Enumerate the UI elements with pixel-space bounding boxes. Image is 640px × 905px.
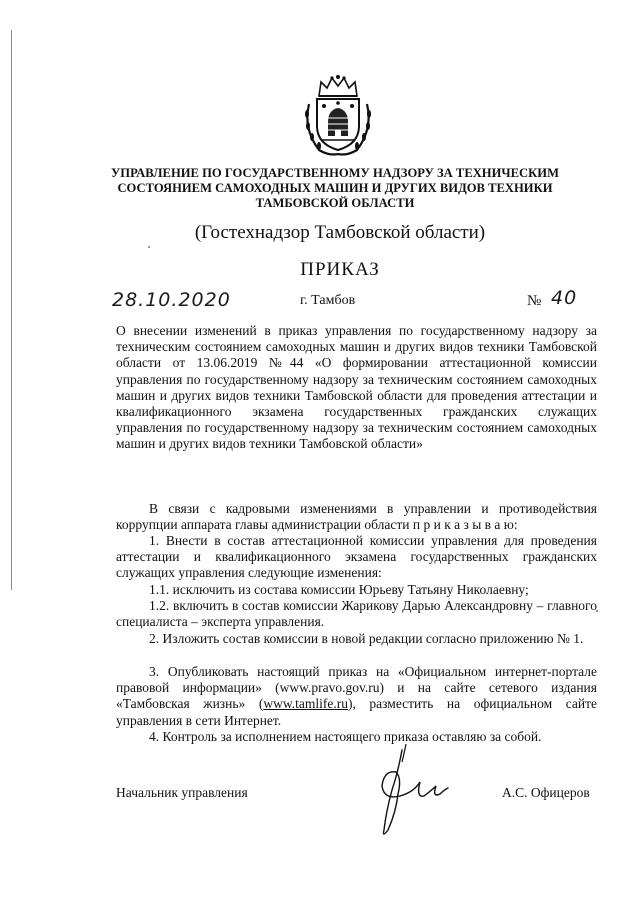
tambov-coat-of-arms-icon bbox=[299, 74, 377, 158]
organization-name-line: ТАМБОВСКОЙ ОБЛАСТИ bbox=[255, 196, 415, 210]
order-number: 40 bbox=[551, 287, 578, 309]
organization-name-line: СОСТОЯНИЕМ САМОХОДНЫХ МАШИН И ДРУГИХ ВИДОВ ТЕХНИКИ bbox=[117, 181, 553, 195]
signatory-position: Начальник управления bbox=[116, 785, 248, 800]
paragraph-2: 2. Изложить состав комиссии в новой редакции согласно приложению № 1. bbox=[149, 631, 584, 646]
organization-name bbox=[100, 166, 570, 211]
intro-text: В связи с кадровыми изменениями в управлении и противодействия коррупции аппарата главы администрации области bbox=[116, 501, 597, 533]
order-intro bbox=[116, 501, 597, 533]
organization-short-name: (Гостехнадзор Тамбовской области) bbox=[194, 222, 486, 243]
handwritten-signature bbox=[362, 742, 452, 842]
order-city: г. Тамбов bbox=[300, 293, 356, 308]
paragraph-4: 4. Контроль за исполнением настоящего приказа оставляю за собой. bbox=[149, 729, 542, 744]
tamlife-link[interactable]: www.tamlife.ru bbox=[263, 696, 348, 712]
organization-name-line: УПРАВЛЕНИЕ ПО ГОСУДАРСТВЕННОМУ НАДЗОРУ ЗА ТЕХНИЧЕСКИМ bbox=[111, 166, 559, 180]
signatory-name: А.С. Офицеров bbox=[502, 785, 590, 800]
paragraph-3-text: 3. Опубликовать настоящий приказ на «Официальном интернет-портале правовой информации» (www.pravo.gov.ru) и на сайте сетевого издания «Тамбовская жизнь» ( bbox=[116, 664, 597, 712]
order-date: 28.10.2020 bbox=[112, 289, 231, 311]
directive-word: п р и к а з ы в а ю: bbox=[412, 517, 518, 533]
paragraph-1-1: 1.1. исключить из состава комиссии Юрьеву Татьяну Николаевну; bbox=[149, 582, 529, 597]
paragraph-3 bbox=[116, 664, 597, 729]
order-number-label: № bbox=[527, 293, 542, 309]
paragraph-1: 1. Внести в состав аттестационной комиссии управления для проведения аттестации и квалификационного экзамена государственных гражданских служащих управления следующие изменения: bbox=[116, 533, 597, 581]
scan-margin-line bbox=[11, 30, 12, 590]
paragraph-1-2: 1.2. включить в состав комиссии Жарикову Дарью Александровну – главного специалиста – эксперта управления. bbox=[116, 598, 597, 630]
scan-speck bbox=[148, 246, 150, 248]
paragraph-3-text-end: ), разместить на официальном сайте управления в сети Интернет. bbox=[116, 696, 598, 728]
document-type-title: ПРИКАЗ bbox=[300, 259, 380, 280]
order-subject: О внесении изменений в приказ управления по государственному надзору за техническим состоянием самоходных машин и других видов техники Тамбовской области от 13.06.2019 №44 «О формировании аттестационной комиссии управления по государственному надзору за техническим состоянием самоходных машин и других видов техники Тамбовской области для проведения аттестации и квалификационного экзамена государственных гражданских служащих управления по государственному надзору за техническим состоянием самоходных машин и других видов техники Тамбовской области» bbox=[116, 323, 597, 452]
